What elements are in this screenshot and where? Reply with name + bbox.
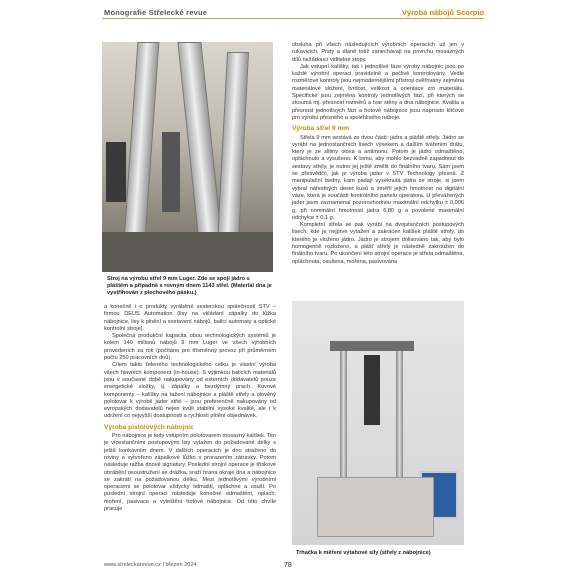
figure-2-caption: Trhačka k měření výtahové síly (střely z nábojnice) <box>296 550 431 556</box>
paragraph: a konečně i o produkty vyráběné sesterskou společností STV – firmou DEUS Automation (lisy na vkládání zápalky do lůžka nábojnice, lisy k plnění a sestavení nábojů, balicí automaty a optické kontrolní stroje). <box>104 304 276 332</box>
header-left: Monografie Střelecké revue <box>104 8 208 17</box>
paragraph: Jak vstupní kalíšky, tak i jednotlivé fáze výroby nábojnic jsou po každé výrobní operaci pravidelně a pečlivě kontrolovány. Vedle rozměrové kontroly jsou nejmodernějšími přístroji ověřovány zejména materiálové složení, tvrdost, velikost a orientace zrn materiálu. Specifické jsou zejména kontroly jednotlivých fází, při kterých se zkoumá mj. přesnost rozměrů a tvar stěny a dna nábojnice. Kvalita a přesnost jednotlivých fází a hotové nábojnice jsou naprosto klíčové pro výrobu přesného a spolehlivého náboje. <box>292 63 464 121</box>
footer-website: www.streleckarevue.cz | březen 2024 <box>104 562 197 568</box>
page-number: 78 <box>284 562 292 569</box>
photo-bullet-machine <box>102 42 273 272</box>
paragraph: obsluha při všech následujících výrobních operacích už jen v rukavicích. Prsty a dlaně totiž zanechávají na povrchu mosazných dílů nežádoucí viditelné stopy. <box>292 42 464 63</box>
header-rule <box>102 18 484 19</box>
figure-1-caption: Stroj na výrobu střel 9 mm Luger. Zde se spojí jádro s pláštěm a připadně s rovným dnem 1143 střel. (Materiál dna je vystřihován z plechového pásku.) <box>107 276 272 297</box>
left-column <box>104 304 276 513</box>
paragraph: Střela 9 mm sestává ze dvou částí: jádra a pláště střely. Jádro se vyrábí na jednostančních lisech výsekem a dalším tvářením drátu, který je ze slitiny olova a antimonu. Potom je jádro odmaštěno, opláchnuto a vysušeno. K tomu, aby mohlo bezvadně zapadnout do sestavy střely, je nutno jej ještě změlit do finálního tvaru. Sám jsem se přesvědčil, jak je výroba jader v STV Technology přesná. Z manipulační bedny, kam padají vyseknutá jádra ze stroje, si jsem vybral náhodných deset kusů a změřil jejich hmotnost na digitální váze, která je součástí kontrolního panelu operátora. U převážených jader jsem zaznamenal pozorovhodnou maximální odchylku ± 0,006 g, při nominální hmotnosti jádra 6,80 g a povolené maximální odchylce ± 0,1 g. <box>292 134 464 221</box>
header-right: Výroba nábojů Scorpio <box>401 8 484 17</box>
section-heading: Výroba střel 9 mm <box>292 125 350 133</box>
section-heading: Výroba pistolových nábojnic <box>104 423 194 431</box>
photo-tensile-tester <box>292 301 464 545</box>
right-column <box>292 42 464 266</box>
paragraph: Pro nábojnice je tedy vstupním polotovarem mosazný kalíšek. Ten je vícestančními postupovými lisy vytažen do požadované délky s ještě konkávním dnem. V dalších operacích je dno straženo do roviny a vytvořeno zápalkové lůžko s prorazením zátravky. Potom následuje ražba dnové signatury. Poslední strojní operace je třískové obrábění osoustružení se drážka, sraží hrana okraje dna a nábojnice se zakrátí na požadovanou délku. Mezi jednotlivými výrobními operacemi se polotovar vždycky odmaští, opláchne a osuší. Po poslední strojní operaci následuje konečné odmaštění, oplach, moření, pasivace a vyleštění hotové nábojnice. Od této chvíle pracuje <box>104 433 276 513</box>
paragraph: Cílem takto ťeleného technologického celku je vlastní výroba všech hlavních komponent (in-house). S výjimkou balicích materiálů jsou v současné době nakupovány od externích dodavatelů pouze energetické složky, tj. zápalky a bezdýmný prach. Kovové komponenty – kalíšky na tažení nábojnice a pláště střely a olověný polotovar k výrobě jader střel – jsou preferenčně nakupovány od evropských dodavatelů nejen kvůli stabilní vysoké kvalitě, ale i k udržení co nejvyšší dostupnosti a rychlosti plnění objednávek. <box>104 362 276 420</box>
paragraph: Společná produkční kapacita obou technologických systémů je kolem 140 milionů nábojů 9 mm Luger ve všech výrobních provedeních za rok (počítáno pro třísměnný provoz při průměrném počtu 250 pracovních dnů). <box>104 333 276 362</box>
paragraph: Kompletní střela se pak vyrábí na dvojstančních postupových lisech, kde je nejprve vytažen a zakrácen kalíšek pláště střely, do kterého je vloženo jádro. Jádro je strojem dolisováno tak, aby bylo homogenně rozloženo, a plášť střely je následně zakroužen do finálního tvaru. Po ukončení této strojní operace je střela odmaštěna, opláchnuta, osušena, mořena, pasivována <box>292 222 464 265</box>
